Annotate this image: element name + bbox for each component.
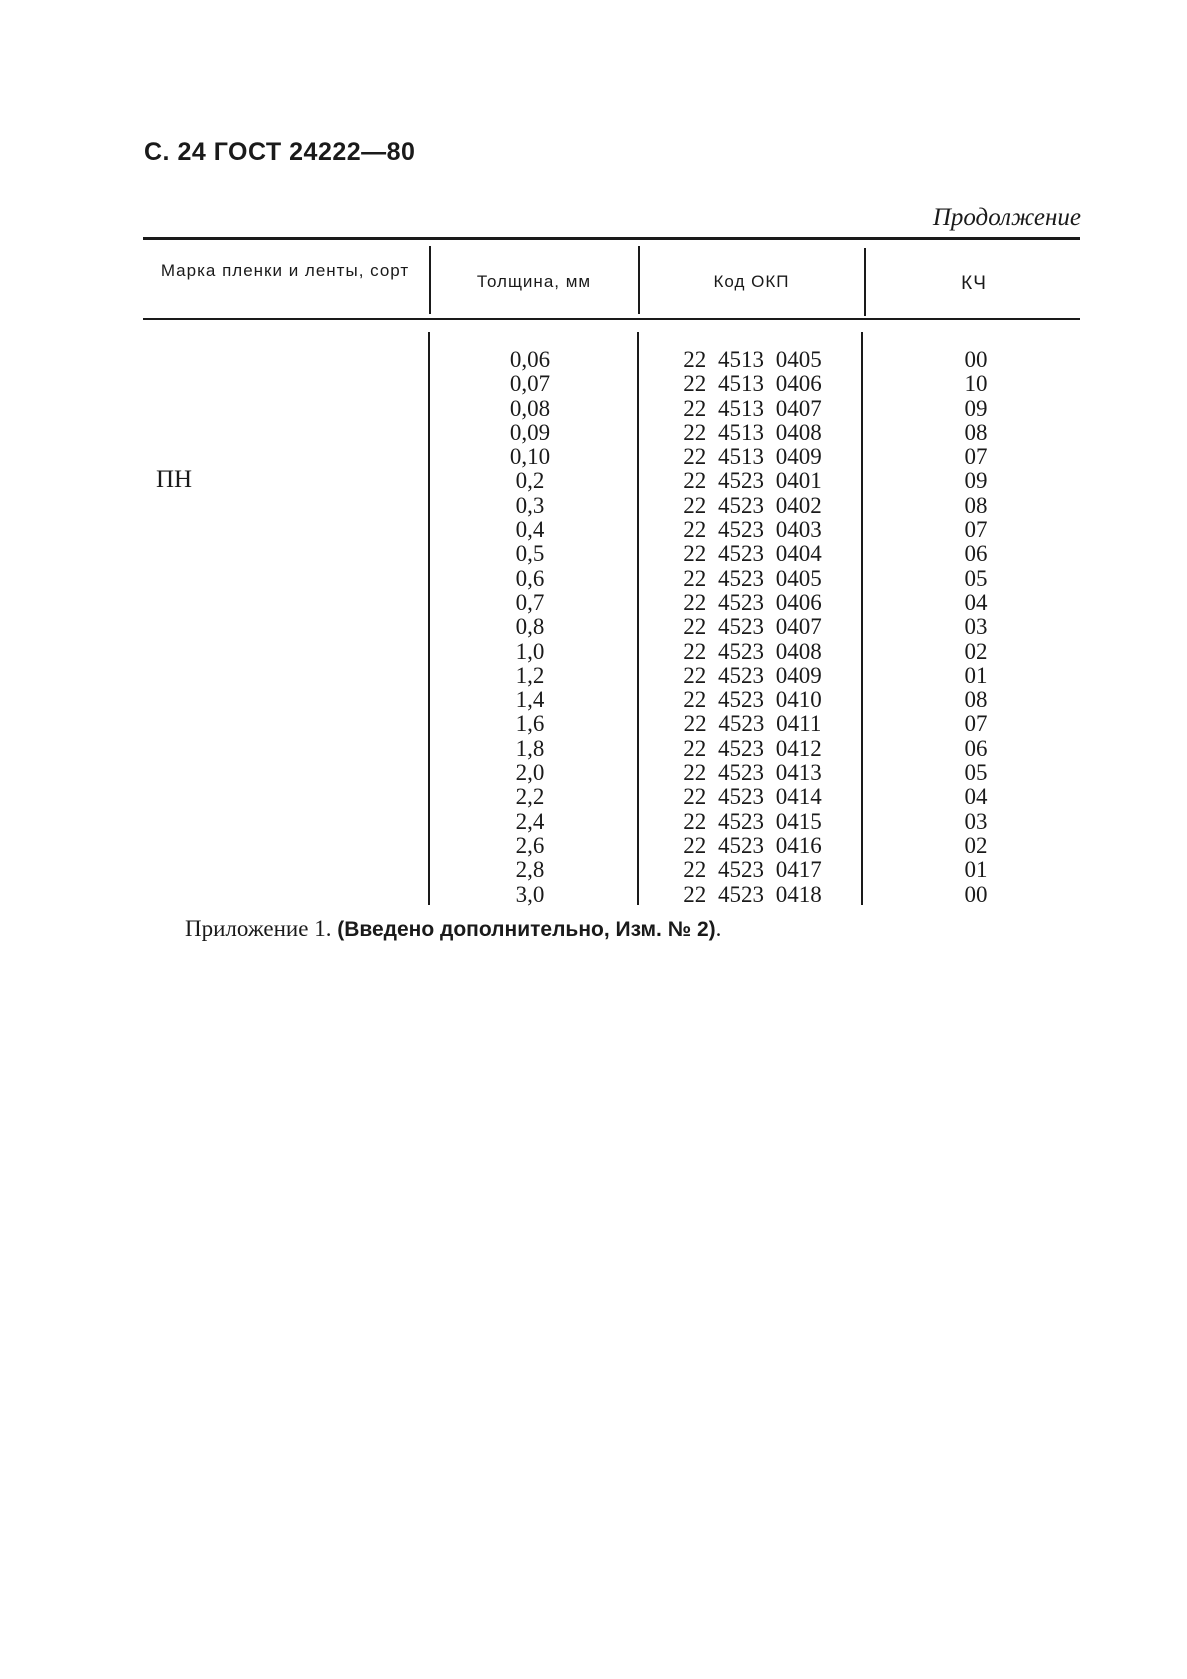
thickness-cell: 1,6 <box>515 711 545 737</box>
thickness-cell: 1,4 <box>515 687 545 713</box>
okp-code-cell: 22 4523 0413 <box>683 760 822 786</box>
thickness-cell: 1,0 <box>515 638 545 664</box>
okp-code-cell: 22 4523 0418 <box>683 881 822 907</box>
okp-code-cell: 22 4523 0402 <box>683 492 822 518</box>
okp-code-cell: 22 4523 0416 <box>683 832 822 858</box>
kch-cell: 01 <box>964 662 988 688</box>
footnote <box>185 916 721 942</box>
footnote-plain: Приложение 1. <box>185 916 332 941</box>
okp-code-cell: 22 4523 0410 <box>683 687 822 713</box>
okp-code-cell: 22 4523 0406 <box>683 589 822 615</box>
footnote-end: . <box>715 916 722 941</box>
kch-cell: 07 <box>964 517 988 543</box>
thickness-column <box>430 348 630 907</box>
okp-code-cell: 22 4513 0405 <box>683 347 822 372</box>
kch-cell: 03 <box>964 808 988 834</box>
thickness-cell: 0,8 <box>515 614 545 640</box>
okp-code-cell: 22 4523 0412 <box>683 735 822 761</box>
kch-cell: 08 <box>964 687 988 713</box>
footnote-bold: (Введено дополнительно, Изм. № 2) <box>337 918 716 941</box>
thickness-cell: 0,07 <box>509 371 551 397</box>
kch-cell: 05 <box>964 565 988 591</box>
kch-cell: 06 <box>964 735 988 761</box>
kch-cell: 07 <box>964 711 988 737</box>
column-header-brand: Марка пленки и ленты, сорт <box>160 261 410 280</box>
okp-code-cell: 22 4523 0403 <box>683 517 822 543</box>
okp-code-cell: 22 4523 0414 <box>683 784 822 810</box>
kch-cell: 00 <box>964 881 988 907</box>
kch-cell: 08 <box>964 492 988 518</box>
okp-code-cell: 22 4513 0408 <box>683 419 822 445</box>
thickness-cell: 0,7 <box>515 589 545 615</box>
okp-code-cell: 22 4523 0409 <box>683 662 822 688</box>
kch-cell: 02 <box>964 638 988 664</box>
header-divider-2 <box>638 246 640 314</box>
thickness-cell: 0,3 <box>515 492 545 518</box>
brand-cell: ПН <box>156 466 193 493</box>
column-header-okp-code: Код ОКП <box>713 272 790 291</box>
okp-code-cell: 22 4523 0401 <box>683 468 822 494</box>
thickness-cell: 0,08 <box>509 395 551 421</box>
thickness-cell: 2,2 <box>515 784 545 810</box>
thickness-cell: 2,4 <box>515 808 545 834</box>
kch-cell: 02 <box>964 832 988 858</box>
thickness-cell: 0,09 <box>509 419 551 445</box>
thickness-cell: 0,10 <box>509 444 551 470</box>
kch-column <box>868 348 1084 907</box>
kch-cell: 08 <box>964 419 988 445</box>
column-header-thickness: Толщина, мм <box>476 272 592 291</box>
header-divider-1 <box>429 246 431 314</box>
okp-code-cell: 22 4523 0405 <box>683 565 822 591</box>
kch-cell: 09 <box>964 468 988 494</box>
table-top-rule <box>143 237 1080 240</box>
thickness-cell: 1,2 <box>515 662 545 688</box>
okp-code-cell: 22 4523 0408 <box>683 638 822 664</box>
thickness-cell: 0,2 <box>515 468 545 494</box>
continuation-label: Продолжение <box>932 204 1081 231</box>
kch-cell: 00 <box>964 347 988 372</box>
okp-code-cell: 22 4513 0407 <box>683 395 822 421</box>
kch-cell: 04 <box>964 589 988 615</box>
thickness-cell: 0,4 <box>515 517 545 543</box>
thickness-cell: 0,5 <box>515 541 545 567</box>
page-header: С. 24 ГОСТ 24222—80 <box>144 138 416 166</box>
kch-cell: 03 <box>964 614 988 640</box>
okp-code-cell: 22 4513 0409 <box>683 444 822 470</box>
kch-cell: 10 <box>964 371 988 397</box>
okp-code-cell: 22 4513 0406 <box>683 371 822 397</box>
okp-code-cell: 22 4523 0415 <box>683 808 822 834</box>
okp-code-cell: 22 4523 0411 <box>683 711 822 737</box>
kch-cell: 01 <box>964 857 988 883</box>
kch-cell: 06 <box>964 541 988 567</box>
body-divider-2 <box>637 332 639 905</box>
kch-cell: 07 <box>964 444 988 470</box>
table-header-rule <box>143 318 1080 320</box>
thickness-cell: 2,0 <box>515 760 545 786</box>
thickness-cell: 0,06 <box>509 347 551 372</box>
okp-code-cell: 22 4523 0417 <box>683 857 822 883</box>
column-header-kch: КЧ <box>961 273 987 294</box>
kch-cell: 05 <box>964 760 988 786</box>
okp-code-column <box>640 348 865 907</box>
okp-code-cell: 22 4523 0404 <box>683 541 822 567</box>
thickness-cell: 0,6 <box>515 565 545 591</box>
kch-cell: 09 <box>964 395 988 421</box>
thickness-cell: 1,8 <box>515 735 545 761</box>
kch-cell: 04 <box>964 784 988 810</box>
thickness-cell: 2,8 <box>515 857 545 883</box>
thickness-cell: 2,6 <box>515 832 545 858</box>
okp-code-cell: 22 4523 0407 <box>683 614 822 640</box>
thickness-cell: 3,0 <box>515 881 545 907</box>
